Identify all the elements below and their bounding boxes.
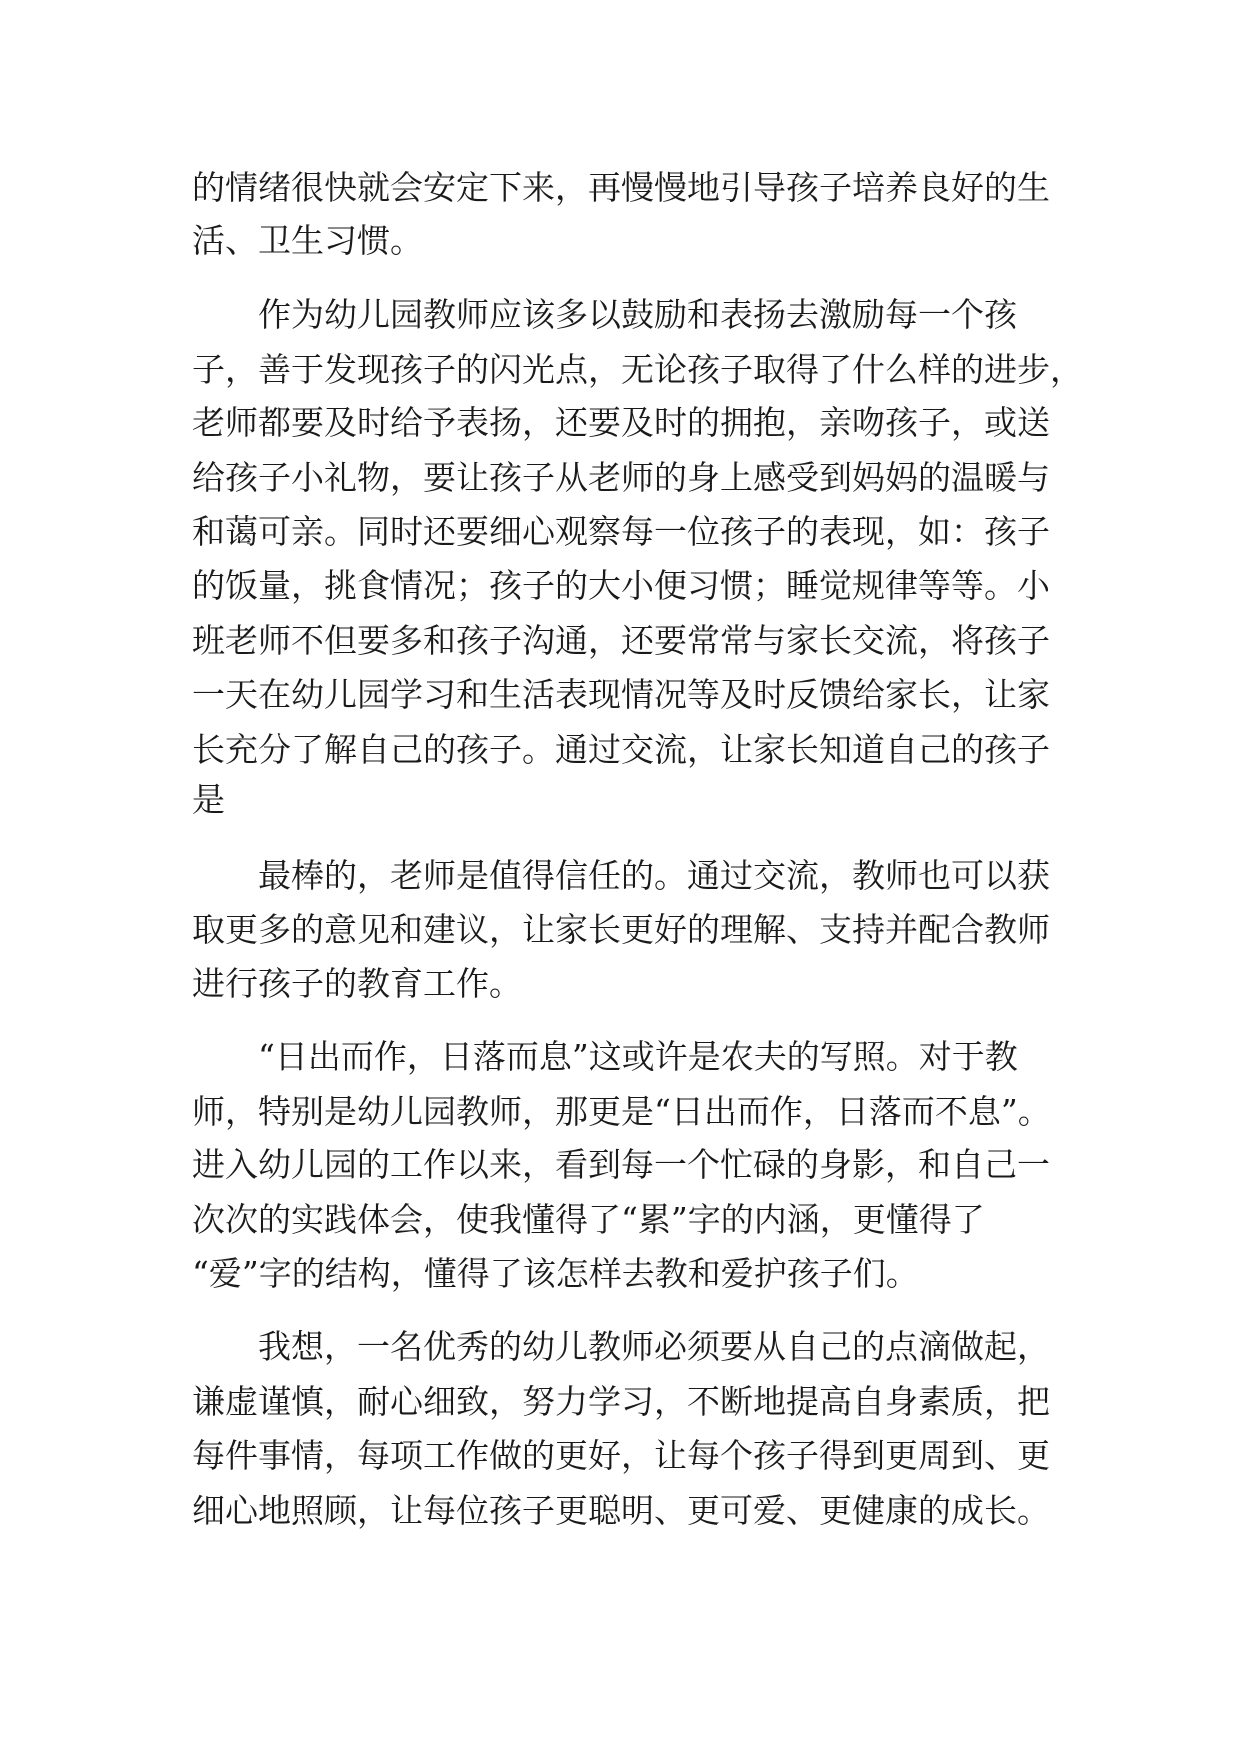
text-line: 取更多的意见和建议，让家长更好的理解、支持并配合教师: [192, 910, 1050, 949]
text-line: 最棒的，老师是值得信任的。通过交流，教师也可以获: [192, 856, 1050, 895]
text-line: 班老师不但要多和孩子沟通，还要常常与家长交流，将孩子: [192, 621, 1050, 660]
text-line: 我想，一名优秀的幼儿教师必须要从自己的点滴做起，: [192, 1327, 1050, 1366]
text-line: 谦虚谨慎，耐心细致，努力学习，不断地提高自身素质，把: [192, 1382, 1050, 1421]
text-line: 作为幼儿园教师应该多以鼓励和表扬去激励每一个孩: [192, 295, 1017, 334]
text-line: 每件事情，每项工作做的更好，让每个孩子得到更周到、更: [192, 1436, 1050, 1475]
text-line: 长充分了解自己的孩子。通过交流，让家长知道自己的孩子: [192, 730, 1050, 769]
text-line: 子，善于发现孩子的闪光点，无论孩子取得了什么样的进步，: [192, 350, 1083, 389]
text-line: 和蔼可亲。同时还要细心观察每一位孩子的表现，如：孩子: [192, 512, 1050, 551]
text-line: 的饭量，挑食情况；孩子的大小便习惯；睡觉规律等等。小: [192, 566, 1050, 605]
text-line: 次次的实践体会，使我懂得了“累”字的内涵，更懂得了: [192, 1200, 985, 1239]
text-line: “日出而作，日落而息”这或许是农夫的写照。对于教: [192, 1037, 1018, 1076]
text-line: 的情绪很快就会安定下来，再慢慢地引导孩子培养良好的生: [192, 168, 1050, 207]
text-line: 活、卫生习惯。: [192, 221, 423, 260]
text-line: “爱”字的结构，懂得了该怎样去教和爱护孩子们。: [192, 1254, 919, 1293]
text-line: 给孩子小礼物，要让孩子从老师的身上感受到妈妈的温暖与: [192, 458, 1050, 497]
text-line: 师，特别是幼儿园教师，那更是“日出而作，日落而不息”。: [192, 1092, 1051, 1131]
text-line: 老师都要及时给予表扬，还要及时的拥抱，亲吻孩子，或送: [192, 403, 1050, 442]
text-line: 进行孩子的教育工作。: [192, 964, 522, 1003]
text-line: 一天在幼儿园学习和生活表现情况等及时反馈给家长，让家: [192, 675, 1050, 714]
text-line: 是: [192, 780, 225, 819]
text-line: 细心地照顾，让每位孩子更聪明、更可爱、更健康的成长。: [192, 1491, 1050, 1530]
text-line: 进入幼儿园的工作以来，看到每一个忙碌的身影，和自己一: [192, 1145, 1050, 1184]
